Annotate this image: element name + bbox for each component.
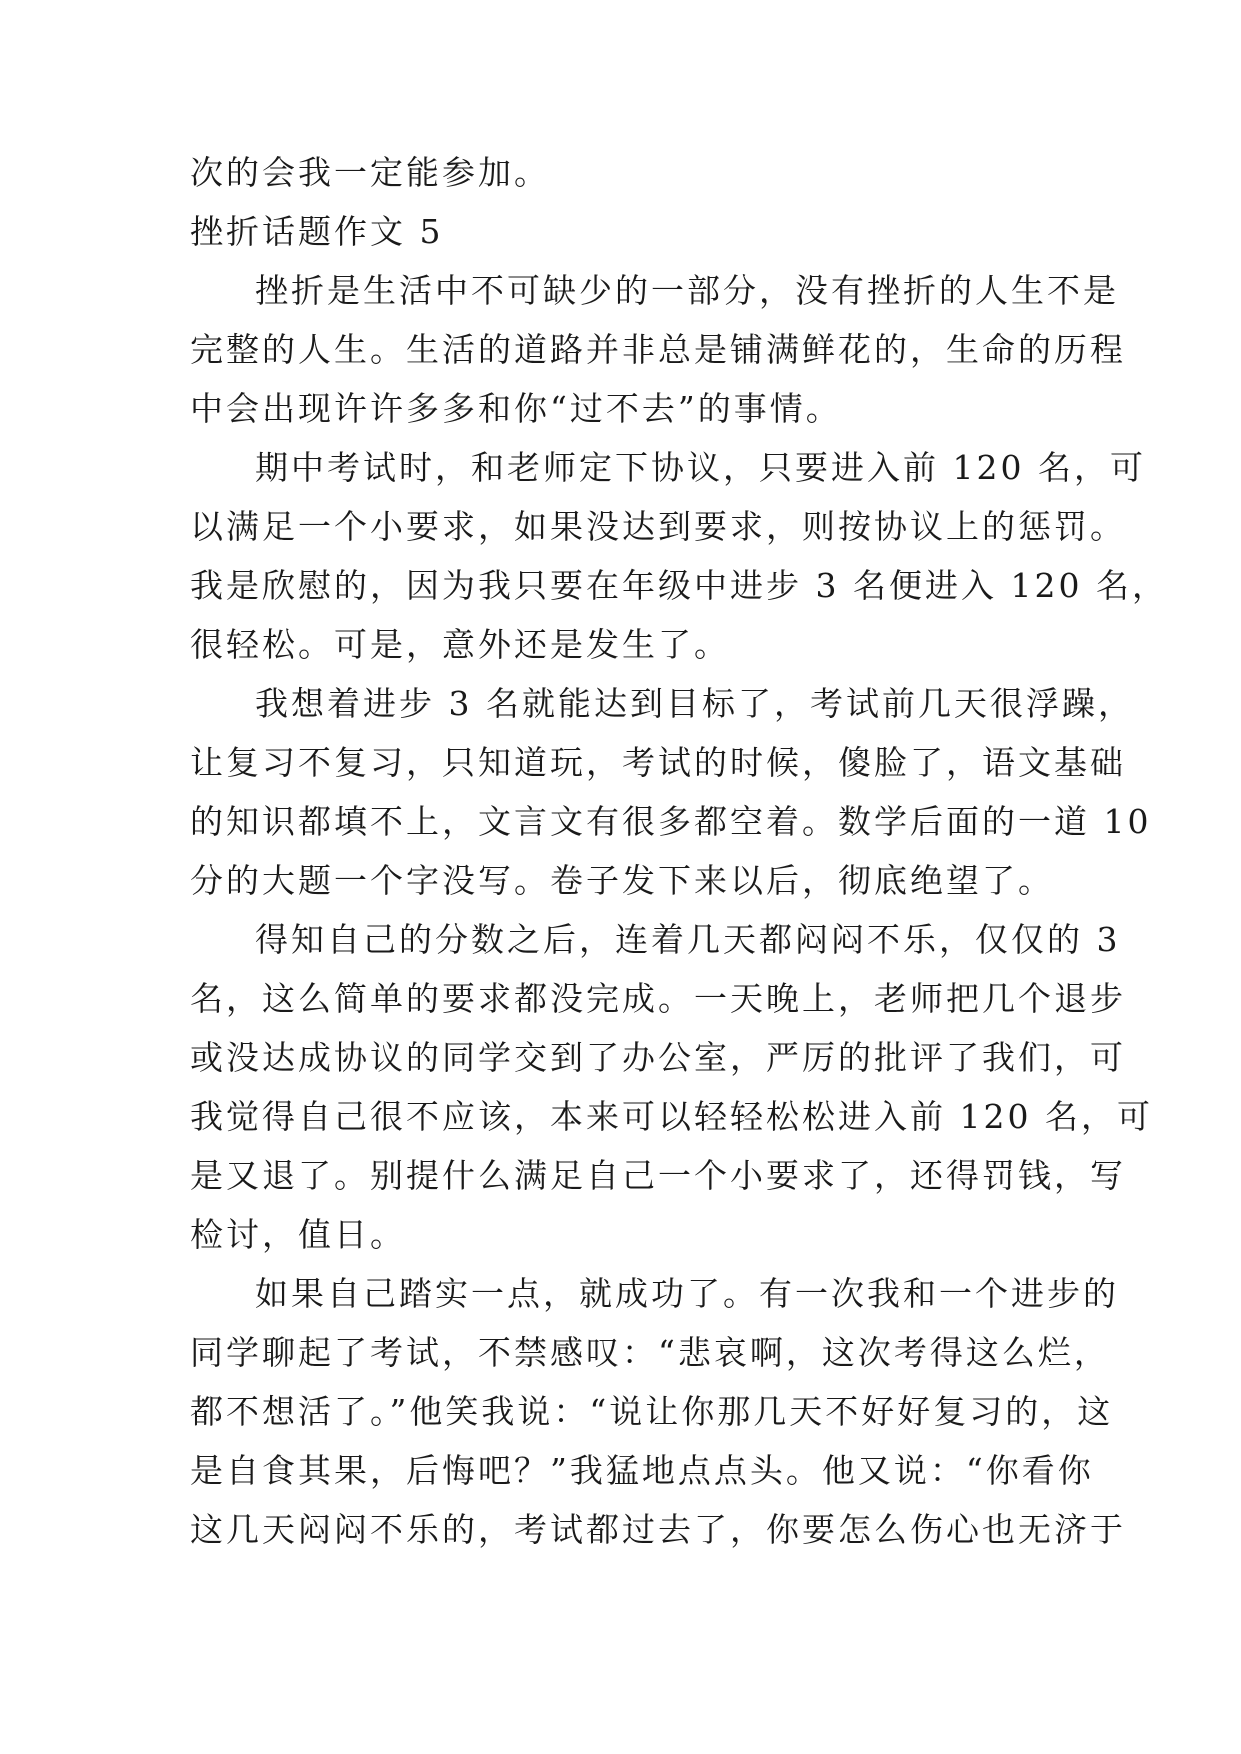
paragraph-line: 分的大题一个字没写。卷子发下来以后，彻底绝望了。 bbox=[190, 861, 1054, 900]
paragraph-line: 中会出现许许多多和你“过不去”的事情。 bbox=[190, 389, 842, 428]
paragraph-line: 是又退了。别提什么满足自己一个小要求了，还得罚钱，写 bbox=[190, 1156, 1126, 1195]
paragraph-line: 期中考试时，和老师定下协议，只要进入前 120 名，可 bbox=[255, 448, 1146, 487]
paragraph-line: 挫折是生活中不可缺少的一部分，没有挫折的人生不是 bbox=[255, 271, 1119, 310]
paragraph-line: 以满足一个小要求，如果没达到要求，则按协议上的惩罚。 bbox=[190, 507, 1126, 546]
paragraph-line: 完整的人生。生活的道路并非总是铺满鲜花的，生命的历程 bbox=[190, 330, 1126, 369]
paragraph-line: 如果自己踏实一点，就成功了。有一次我和一个进步的 bbox=[255, 1274, 1119, 1313]
paragraph-line: 是自食其果，后悔吧？”我猛地点点头。他又说：“你看你 bbox=[190, 1451, 1094, 1490]
paragraph-line: 我觉得自己很不应该，本来可以轻轻松松进入前 120 名，可 bbox=[190, 1097, 1153, 1136]
paragraph-line: 或没达成协议的同学交到了办公室，严厉的批评了我们，可 bbox=[190, 1038, 1126, 1077]
text-line: 次的会我一定能参加。 bbox=[190, 153, 550, 192]
paragraph-line: 得知自己的分数之后，连着几天都闷闷不乐，仅仅的 3 bbox=[255, 920, 1121, 959]
paragraph-line: 我想着进步 3 名就能达到目标了，考试前几天很浮躁， bbox=[255, 684, 1134, 723]
paragraph-line: 名，这么简单的要求都没完成。一天晚上，老师把几个退步 bbox=[190, 979, 1126, 1018]
section-title: 挫折话题作文 5 bbox=[190, 212, 444, 251]
paragraph-line: 让复习不复习，只知道玩，考试的时候，傻脸了，语文基础 bbox=[190, 743, 1126, 782]
paragraph-line: 检讨，值日。 bbox=[190, 1215, 406, 1254]
paragraph-line: 都不想活了。”他笑我说：“说让你那几天不好好复习的，这 bbox=[190, 1392, 1114, 1431]
paragraph-line: 的知识都填不上，文言文有很多都空着。数学后面的一道 10 bbox=[190, 802, 1152, 841]
paragraph-line: 同学聊起了考试，不禁感叹：“悲哀啊，这次考得这么烂， bbox=[190, 1333, 1110, 1372]
paragraph-line: 这几天闷闷不乐的，考试都过去了，你要怎么伤心也无济于 bbox=[190, 1510, 1126, 1549]
paragraph-line: 很轻松。可是，意外还是发生了。 bbox=[190, 625, 730, 664]
paragraph-line: 我是欣慰的，因为我只要在年级中进步 3 名便进入 120 名， bbox=[190, 566, 1168, 605]
